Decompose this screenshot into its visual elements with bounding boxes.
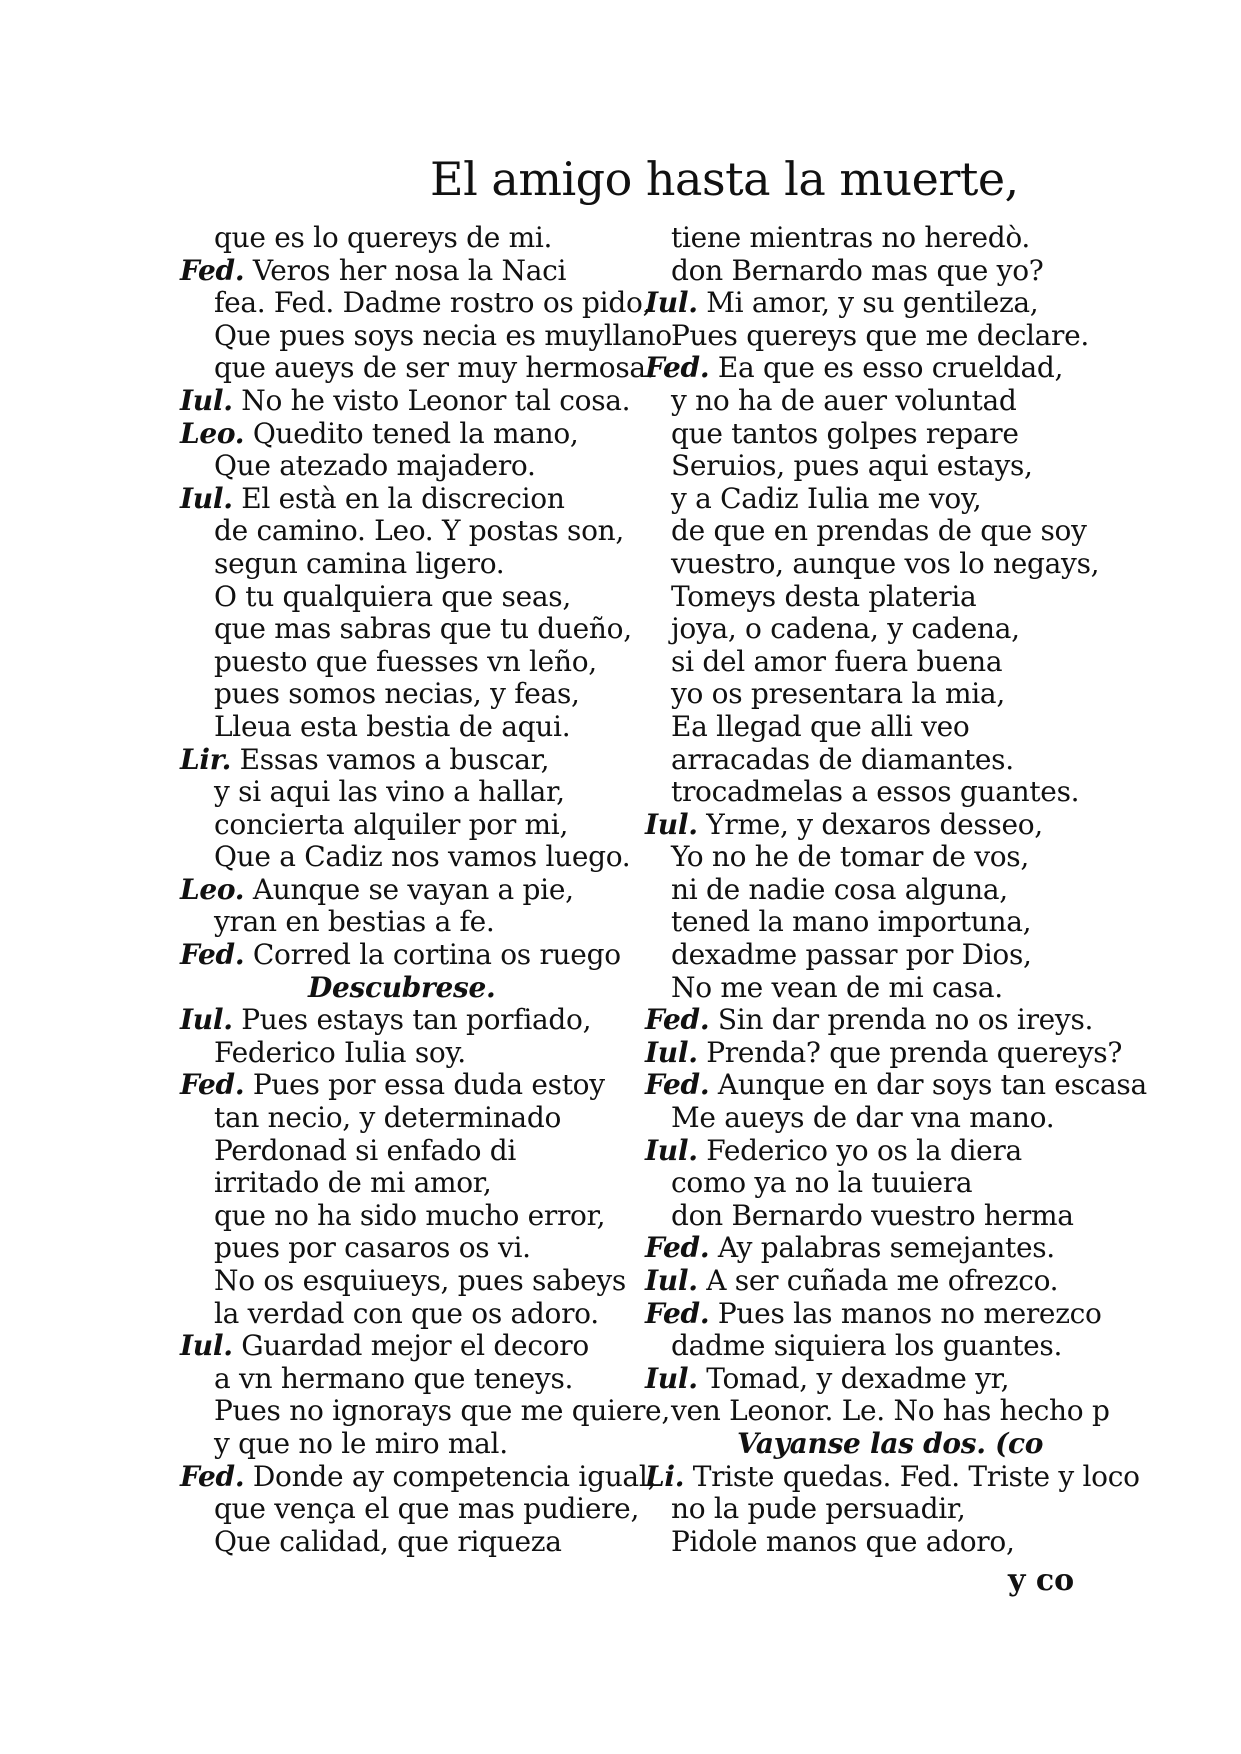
verse-line <box>645 1459 1140 1494</box>
speaker-label: Fed. <box>645 1231 710 1265</box>
verse-text: Vayanse las dos. (co <box>737 1426 1044 1460</box>
verse-text: dadme siquiera los guantes. <box>671 1329 1063 1363</box>
verse-text: de que en prendas de que soy <box>671 514 1087 548</box>
verse-line <box>180 1330 650 1363</box>
verse-text: Federico Iulia soy. <box>214 1035 466 1069</box>
verse-text: pues por casaros os vi. <box>214 1231 531 1265</box>
verse-text: Guardad mejor el decoro <box>232 1329 589 1363</box>
verse-line <box>645 1296 1102 1331</box>
verse-line <box>180 581 650 614</box>
verse-text: Que pues soys necia es muyllano <box>214 318 672 352</box>
verse-text: Descubrese. <box>308 970 496 1004</box>
verse-text: y si aqui las vino a hallar, <box>214 775 565 809</box>
verse-line <box>645 1330 1070 1363</box>
speaker-label: Fed. <box>645 351 710 385</box>
verse-line <box>180 1135 650 1168</box>
catchword: y co <box>1008 1563 1075 1598</box>
verse-line <box>180 515 650 548</box>
verse-line <box>180 906 650 939</box>
verse-line <box>645 809 1070 842</box>
verse-text: concierta alquiler por mi, <box>214 807 569 841</box>
verse-text: pues somos necias, y feas, <box>214 677 580 711</box>
verse-text: No me vean de mi casa. <box>671 970 1003 1004</box>
speaker-label: Iul. <box>645 1264 698 1297</box>
verse-line <box>180 744 650 777</box>
verse-text: Sin dar prenda no os ireys. <box>709 1003 1094 1037</box>
speaker-label: Iul. <box>180 383 233 417</box>
stage-direction <box>180 972 650 1005</box>
verse-text: no la pude persuadir, <box>671 1492 966 1526</box>
verse-line <box>180 1394 670 1428</box>
verse-line <box>180 613 650 646</box>
running-title: El amigo hasta la muerte, <box>430 152 1019 206</box>
verse-line <box>645 1265 1070 1298</box>
speaker-label: Lir. <box>180 742 232 776</box>
verse-text: Que calidad, que riqueza <box>214 1524 562 1558</box>
verse-text: que mas sabras que tu dueño, <box>214 612 632 646</box>
verse-text: El està en la discrecion <box>232 481 565 515</box>
speaker-label: Leo. <box>180 872 245 906</box>
verse-line <box>180 385 650 418</box>
verse-line <box>180 1200 650 1233</box>
verse-line <box>180 646 650 679</box>
verse-line <box>180 874 650 907</box>
verse-text: tan necio, y determinado <box>214 1101 562 1135</box>
verse-line <box>645 222 1070 255</box>
verse-text: Tomeys desta plateria <box>671 579 977 613</box>
verse-text: y no ha de auer voluntad <box>671 383 1017 417</box>
verse-text: Federico yo os la diera <box>697 1133 1022 1167</box>
verse-text: No os esquiueys, pues sabeys <box>214 1264 626 1297</box>
verse-text: Mi amor, y su gentileza, <box>697 286 1039 320</box>
verse-line <box>180 1265 650 1298</box>
verse-line <box>645 906 1070 939</box>
verse-line <box>180 1167 650 1200</box>
verse-line <box>180 841 650 874</box>
verse-line <box>180 809 650 842</box>
speaker-label: Fed. <box>645 1003 710 1037</box>
speaker-label: Leo. <box>180 416 245 450</box>
verse-text: tiene mientras no heredò. <box>671 221 1031 254</box>
verse-text: Donde ay competencia igual, <box>244 1459 657 1493</box>
verse-line <box>645 1035 1123 1070</box>
verse-line <box>180 418 650 451</box>
verse-text: Perdonad si enfado di <box>214 1133 517 1167</box>
verse-line <box>645 581 1070 614</box>
verse-line <box>180 351 655 385</box>
verse-text: Essas vamos a buscar, <box>231 742 550 776</box>
verse-line <box>645 874 1070 907</box>
speaker-label: Fed. <box>180 1459 245 1493</box>
speaker-label: Iul. <box>645 286 698 320</box>
verse-line <box>645 613 1070 646</box>
verse-line <box>645 1102 1070 1135</box>
verse-text: No he visto Leonor tal cosa. <box>232 383 631 417</box>
verse-text: Que a Cadiz nos vamos luego. <box>214 840 631 874</box>
verse-line <box>180 548 650 581</box>
verse-line <box>645 418 1070 451</box>
verse-text: que vença el que mas pudiere, <box>214 1492 640 1526</box>
verse-line <box>645 385 1070 418</box>
verse-line <box>180 1298 650 1331</box>
speaker-label: Iul. <box>645 1133 698 1167</box>
verse-text: fea. Fed. Dadme rostro os pido, <box>214 286 652 320</box>
verse-text: de camino. Leo. Y postas son, <box>214 514 625 548</box>
speaker-label: Iul. <box>180 1003 233 1037</box>
verse-line <box>180 222 650 255</box>
verse-text: si del amor fuera buena <box>671 644 1003 678</box>
verse-line <box>645 255 1070 288</box>
verse-line <box>645 1068 1147 1102</box>
verse-line <box>180 483 650 516</box>
verse-line <box>645 711 1070 744</box>
verse-line <box>645 1167 1070 1200</box>
verse-text: Lleua esta bestia de aqui. <box>214 709 571 743</box>
verse-line <box>645 646 1070 679</box>
speaker-label: Iul. <box>180 1329 233 1363</box>
verse-line <box>180 776 650 809</box>
verse-text: dexadme passar por Dios, <box>671 938 1032 972</box>
verse-line <box>180 678 650 711</box>
verse-line <box>645 841 1070 874</box>
verse-line <box>645 1363 1070 1396</box>
verse-text: yo os presentara la mia, <box>671 677 1005 711</box>
verse-text: que tantos golpes repare <box>671 416 1019 450</box>
verse-line <box>180 1232 650 1265</box>
verse-line <box>645 1198 1074 1233</box>
stage-direction <box>645 1428 1070 1461</box>
verse-text: que aueys de ser muy hermosa. <box>214 351 655 385</box>
verse-line <box>180 1037 650 1070</box>
verse-line <box>180 255 650 288</box>
verse-text: Pues no ignorays que me quiere, <box>214 1394 670 1428</box>
verse-line <box>645 1135 1070 1168</box>
verse-line <box>645 678 1070 711</box>
verse-text: Pues por essa duda estoy <box>244 1068 605 1102</box>
verse-line <box>645 939 1070 972</box>
verse-line <box>180 1526 650 1559</box>
verse-text: irritado de mi amor, <box>214 1166 492 1200</box>
verse-line <box>180 1004 650 1037</box>
verse-text: ven Leonor. Le. No has hecho p <box>671 1394 1110 1428</box>
verse-line <box>645 546 1100 581</box>
speaker-label: Iul. <box>645 807 698 841</box>
verse-line <box>180 318 672 353</box>
verse-text: como ya no la tuuiera <box>671 1166 973 1200</box>
verse-text: O tu qualquiera que seas, <box>214 579 571 613</box>
verse-line <box>180 939 650 972</box>
verse-text: Ea llegad que alli veo <box>671 709 970 743</box>
right-column <box>645 221 1147 1558</box>
verse-text: que no ha sido mucho error, <box>214 1198 606 1232</box>
verse-text: arracadas de diamantes. <box>671 742 1014 776</box>
speaker-label: Iul. <box>645 1361 698 1395</box>
verse-line <box>645 1526 1070 1559</box>
speaker-label: Fed. <box>645 1296 710 1330</box>
verse-line <box>645 1003 1094 1037</box>
verse-line <box>180 287 650 320</box>
verse-text: segun camina ligero. <box>214 546 505 580</box>
verse-line <box>180 1102 650 1135</box>
verse-text: Que atezado majadero. <box>214 449 536 483</box>
verse-text: yran en bestias a fe. <box>214 905 495 939</box>
verse-line <box>180 1493 650 1526</box>
verse-text: Prenda? que prenda quereys? <box>697 1035 1123 1069</box>
verse-text: Tomad, y dexadme yr, <box>697 1361 1010 1395</box>
verse-line <box>645 514 1087 548</box>
verse-text: vuestro, aunque vos lo negays, <box>671 546 1100 580</box>
verse-text: Quedito tened la mano, <box>244 416 579 450</box>
verse-text: Yo no he de tomar de vos, <box>671 840 1029 874</box>
speaker-label: Fed. <box>180 938 245 972</box>
verse-text: a vn hermano que teneys. <box>214 1361 574 1395</box>
verse-line <box>645 744 1070 777</box>
left-column <box>180 221 672 1558</box>
speaker-label: Fed. <box>180 253 245 287</box>
verse-text: Aunque en dar soys tan escasa <box>709 1068 1147 1102</box>
verse-line <box>180 1428 650 1461</box>
verse-text: y a Cadiz Iulia me voy, <box>671 481 982 515</box>
verse-text: A ser cuñada me ofrezco. <box>697 1264 1059 1297</box>
verse-text: tened la mano importuna, <box>671 905 1032 939</box>
verse-line <box>180 1069 650 1102</box>
verse-line <box>180 1459 657 1494</box>
speaker-label: Li. <box>645 1459 685 1493</box>
verse-text: Pues las manos no merezco <box>709 1296 1102 1330</box>
speaker-label: Fed. <box>180 1068 245 1102</box>
verse-line <box>180 450 650 483</box>
verse-line <box>645 1232 1070 1265</box>
verse-text: joya, o cadena, y cadena, <box>671 612 1020 646</box>
verse-line <box>645 775 1080 809</box>
verse-text: Yrme, y dexaros desseo, <box>697 807 1043 841</box>
verse-text: ni de nadie cosa alguna, <box>671 872 1008 906</box>
verse-text: Pues estays tan porfiado, <box>232 1003 592 1037</box>
verse-line <box>645 318 1090 353</box>
speaker-label: Fed. <box>645 1068 710 1102</box>
verse-text: puesto que fuesses vn leño, <box>214 644 597 678</box>
verse-text: Seruios, pues aqui estays, <box>671 449 1033 483</box>
verse-line <box>180 1363 650 1396</box>
verse-text: la verdad con que os adoro. <box>214 1296 599 1330</box>
verse-line <box>645 287 1070 320</box>
verse-line <box>645 1493 1070 1526</box>
verse-text: Aunque se vayan a pie, <box>244 872 574 906</box>
verse-line <box>180 711 650 744</box>
verse-line <box>645 483 1070 516</box>
verse-line <box>645 1394 1110 1428</box>
verse-text: Triste quedas. Fed. Triste y loco <box>684 1459 1140 1493</box>
verse-text: Ay palabras semejantes. <box>709 1231 1055 1265</box>
verse-line <box>645 972 1070 1005</box>
verse-text: trocadmelas a essos guantes. <box>671 775 1080 809</box>
speaker-label: Iul. <box>180 481 233 515</box>
verse-text: Ea que es esso crueldad, <box>709 351 1064 385</box>
verse-text: Me aueys de dar vna mano. <box>671 1101 1055 1135</box>
verse-text: y que no le miro mal. <box>214 1426 508 1460</box>
verse-text: Pidole manos que adoro, <box>671 1524 1015 1558</box>
verse-text: Pues quereys que me declare. <box>671 318 1090 352</box>
verse-text: don Bernardo vuestro herma <box>671 1198 1074 1232</box>
verse-line <box>645 450 1070 483</box>
verse-text: Veros her nosa la Naci <box>244 253 567 287</box>
verse-text: Corred la cortina os ruego <box>244 938 621 972</box>
verse-text: que es lo quereys de mi. <box>214 221 553 254</box>
verse-text: don Bernardo mas que yo? <box>671 253 1044 287</box>
speaker-label: Iul. <box>645 1035 698 1069</box>
verse-line <box>645 352 1070 385</box>
